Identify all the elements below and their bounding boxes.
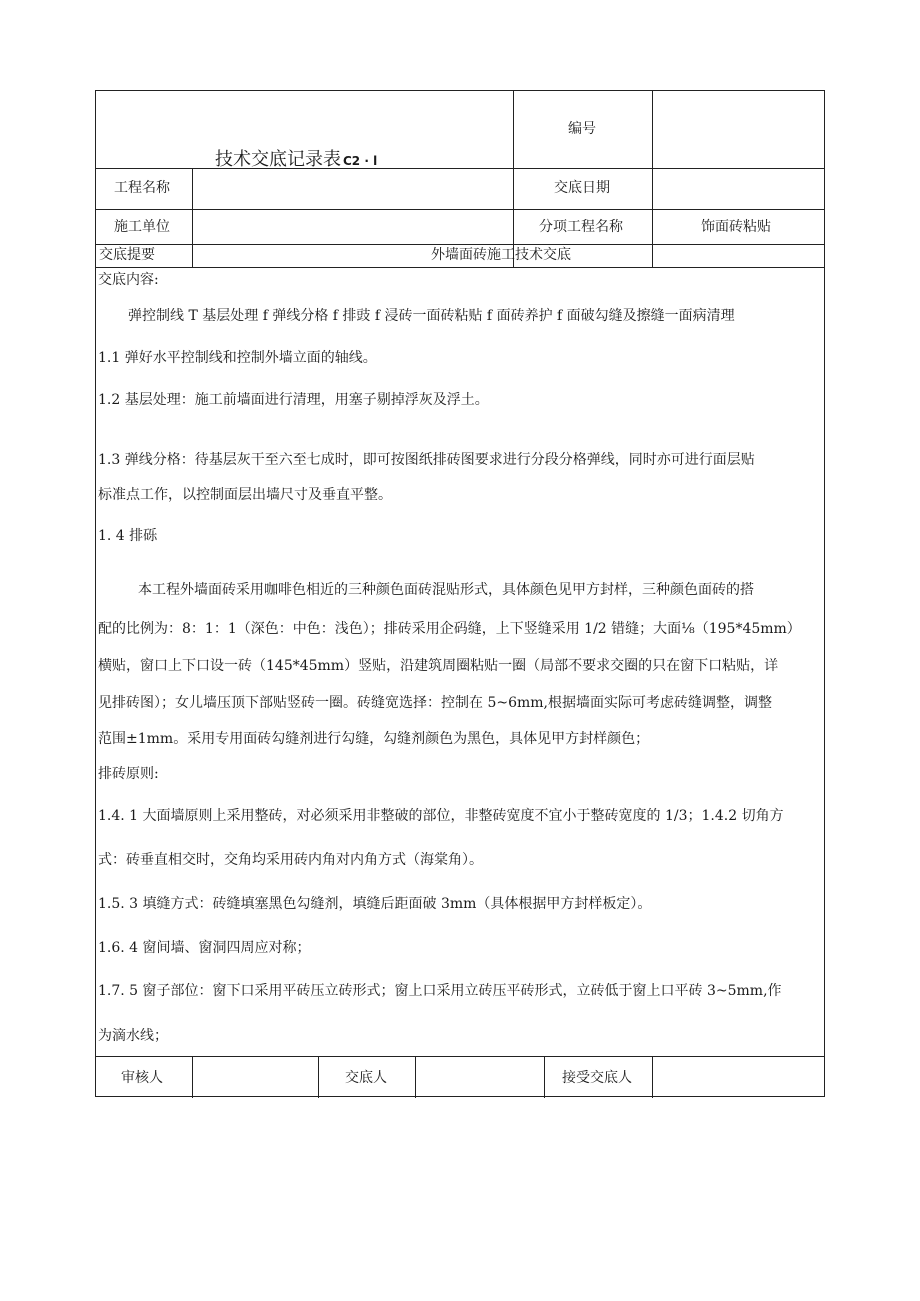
row-divider bbox=[96, 209, 824, 210]
content-line: 1.5. 3 填缝方式：砖缝填塞黑色勾缝剂，填缝后距面破 3mm（具体根据甲方封样板定）。 bbox=[98, 896, 652, 912]
subitem-value[interactable]: 饰面砖粘贴 bbox=[701, 219, 771, 235]
content-line: 1.4. 1 大面墙原则上采用整砖，对必须采用非整破的部位，非整砖宽度不宜小于整砖宽度的 1/3；1.4.2 切角方 bbox=[98, 808, 784, 824]
column-divider bbox=[192, 1056, 193, 1098]
row-divider bbox=[96, 244, 824, 245]
date-label: 交底日期 bbox=[554, 180, 610, 196]
form-title bbox=[215, 145, 377, 171]
summary-label: 交底提要 bbox=[99, 247, 155, 263]
disclosure-form bbox=[95, 90, 825, 1097]
content-line: 范围±1mm。采用专用面砖勾缝剂进行勾缝，勾缝剂颜色为黑色，具体见甲方封样颜色； bbox=[98, 731, 650, 747]
row-divider bbox=[96, 1056, 824, 1057]
subitem-label: 分项工程名称 bbox=[539, 219, 623, 235]
content-line: 1. 4 排砾 bbox=[98, 528, 158, 544]
content-line: 1.7. 5 窗子部位：窗下口采用平砖压立砖形式；窗上口采用立砖压平砖形式，立砖低于窗上口平砖 3~5mm,作 bbox=[98, 983, 782, 999]
content-line: 横贴，窗口上下口设一砖（145*45mm）竖贴，沿建筑周圈粘贴一圈（局部不要求交圈的只在窗下口粘贴，详 bbox=[98, 658, 779, 674]
content-line: 1.3 弹线分格：待基层灰干至六至七成时，即可按图纸排砖图要求进行分段分格弹线，同时亦可进行面层贴 bbox=[98, 452, 755, 468]
content-line: 1.1 弹好水平控制线和控制外墙立面的轴线。 bbox=[98, 350, 377, 366]
summary-value[interactable]: 外墙面砖施工技术交底 bbox=[431, 247, 571, 263]
discloser-label: 交底人 bbox=[345, 1070, 387, 1086]
receiver-label: 接受交底人 bbox=[562, 1070, 632, 1086]
row-divider bbox=[96, 168, 824, 169]
content-line: 为滴水线； bbox=[98, 1028, 168, 1044]
content-line: 1.2 基层处理：施工前墙面进行清理，用塞子剔掉浮灰及浮土。 bbox=[98, 392, 489, 408]
form-title-text: 技术交底记录表 bbox=[215, 149, 341, 170]
number-label: 编号 bbox=[568, 121, 596, 137]
content-line: 式：砖垂直相交时，交角均采用砖内角对内角方式（海棠角）。 bbox=[98, 852, 483, 868]
content-line: 本工程外墙面砖采用咖啡色相近的三种颜色面砖混贴形式，具体颜色见甲方封样，三种颜色面砖的搭 bbox=[138, 582, 754, 598]
content-line: 弹控制线 T 基层处理 f 弹线分格 f 排豉 f 浸砖一面砖粘贴 f 面砖养护 f 面破勾缝及擦缝一面病清理 bbox=[128, 308, 735, 324]
column-divider bbox=[513, 91, 514, 267]
form-code: C2 · l bbox=[343, 154, 378, 168]
construction-unit-label: 施工单位 bbox=[114, 219, 170, 235]
content-line: 1.6. 4 窗间墙、窗洞四周应对称； bbox=[98, 940, 311, 956]
column-divider bbox=[318, 1056, 319, 1098]
project-name-label: 工程名称 bbox=[114, 180, 170, 196]
content-heading: 交底内容: bbox=[98, 272, 159, 288]
column-divider bbox=[415, 1056, 416, 1098]
column-divider bbox=[652, 1056, 653, 1098]
content-line: 排砖原则: bbox=[98, 766, 159, 782]
content-line: 标准点工作，以控制面层出墙尺寸及垂直平整。 bbox=[98, 487, 392, 503]
reviewer-label: 审核人 bbox=[121, 1070, 163, 1086]
column-divider bbox=[192, 168, 193, 267]
column-divider bbox=[544, 1056, 545, 1098]
row-divider bbox=[96, 267, 824, 268]
content-line: 配的比例为：8：1：1（深色：中色：浅色）；排砖采用企码缝，上下竖缝采用 1/2 错缝；大面⅛（195*45mm） bbox=[98, 621, 801, 637]
content-line: 见排砖图）；女儿墙压顶下部贴竖砖一圈。砖缝宽选择：控制在 5~6mm,根据墙面实际可考虑砖缝调整，调整 bbox=[98, 695, 772, 711]
column-divider bbox=[652, 91, 653, 267]
